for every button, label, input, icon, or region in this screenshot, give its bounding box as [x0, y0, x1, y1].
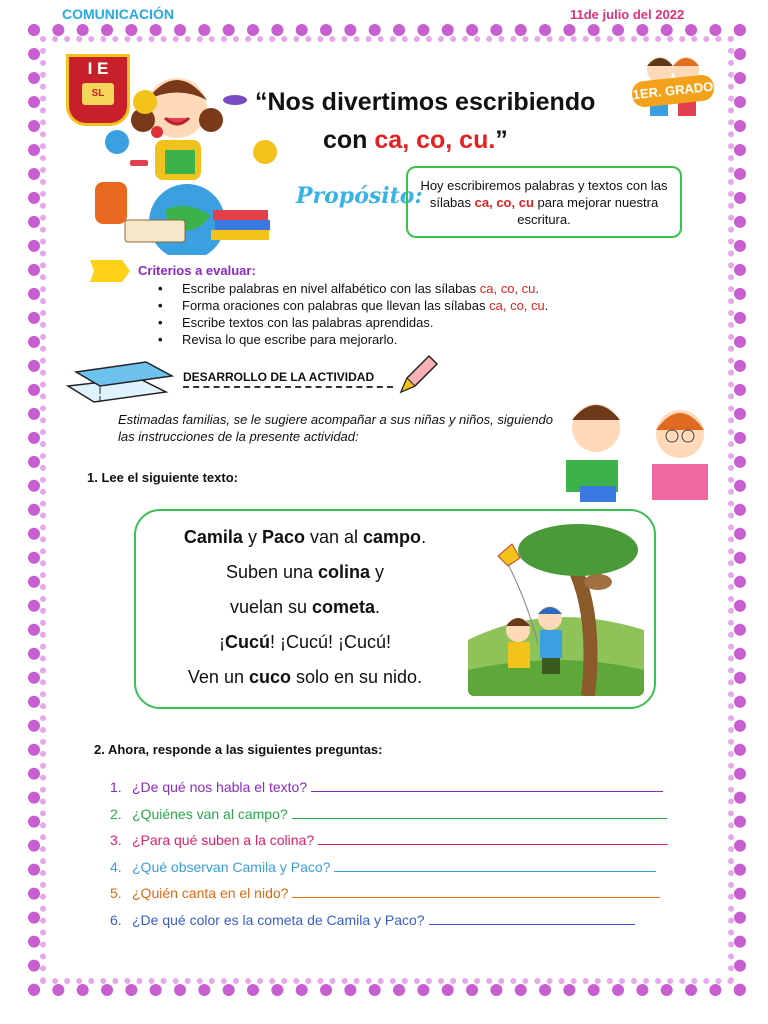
- title-suffix: ”: [495, 126, 508, 154]
- answer-line[interactable]: [292, 818, 667, 819]
- proposito-text-b: para mejorar nuestra escritura.: [517, 195, 659, 227]
- proposito-syllables: ca, co, cu: [474, 195, 534, 210]
- answer-line[interactable]: [318, 844, 668, 845]
- page-title-line1: “Nos divertimos escribiendo: [255, 88, 596, 116]
- story-line-3: vuelan su cometa.: [229, 597, 381, 617]
- section-2-heading: 2. Ahora, responde a las siguientes preguntas:: [94, 742, 383, 757]
- title-prefix: con: [323, 126, 375, 154]
- date-header: 11de julio del 2022: [570, 7, 685, 22]
- story-line-1: Camila y Paco van al campo.: [183, 527, 427, 547]
- questions-list: [110, 774, 668, 934]
- criterio-item: • Forma oraciones con palabras que llevan las sílabas ca, co, cu.: [158, 297, 548, 314]
- story-line-5: Ven un cuco solo en su nido.: [187, 667, 423, 687]
- title-syllables: ca, co, cu.: [374, 126, 496, 154]
- grade-badge: 1ER. GRADO: [631, 74, 715, 108]
- question-item: 5. ¿Quién canta en el nido?: [110, 880, 668, 907]
- desarrollo-heading: DESARROLLO DE LA ACTIVIDAD: [183, 370, 375, 384]
- question-item: 2. ¿Quiénes van al campo?: [110, 801, 668, 828]
- pencil-icon: [393, 354, 439, 400]
- criterios-arrow-icon: [90, 260, 130, 282]
- subject-header: COMUNICACIÓN: [62, 6, 174, 22]
- proposito-box: [406, 166, 682, 238]
- section-1-heading: 1. Lee el siguiente texto:: [87, 470, 238, 485]
- criterios-list: [158, 280, 548, 348]
- criterio-item: • Escribe textos con las palabras aprendidas.: [158, 314, 548, 331]
- story-line-4: ¡Cucú! ¡Cucú! ¡Cucú!: [218, 632, 392, 652]
- proposito-text-a: Hoy escribiremos palabras y textos con las sílabas: [420, 178, 668, 210]
- story-illustration: [468, 520, 644, 696]
- story-line-2: Suben una colina y: [225, 562, 385, 582]
- question-item: 1. ¿De qué nos habla el texto?: [110, 774, 668, 801]
- families-note: Estimadas familias, se le sugiere acompañar a sus niñas y niños, siguiendo las instrucciones de la presente actividad:: [118, 412, 554, 444]
- proposito-label: Propósito:: [296, 183, 423, 209]
- criterio-item: • Revisa lo que escribe para mejorarlo.: [158, 331, 548, 348]
- story-text: [140, 520, 470, 695]
- question-item: 4. ¿Qué observan Camila y Paco?: [110, 854, 668, 881]
- answer-line[interactable]: [311, 791, 663, 792]
- question-item: 3. ¿Para qué suben a la colina?: [110, 827, 668, 854]
- criterios-title: Criterios a evaluar:: [138, 263, 256, 278]
- criterio-item: • Escribe palabras en nivel alfabético con las sílabas ca, co, cu.: [158, 280, 548, 297]
- question-item: 6. ¿De qué color es la cometa de Camila y Paco?: [110, 907, 668, 934]
- school-logo-badge: SL: [82, 83, 114, 105]
- desarrollo-dashed-line: [183, 386, 393, 388]
- answer-line[interactable]: [334, 871, 656, 872]
- reading-kids-illustration: [560, 400, 720, 510]
- page-title-line2: [323, 126, 508, 155]
- answer-line[interactable]: [429, 924, 635, 925]
- books-stack-icon: [62, 358, 180, 408]
- answer-line[interactable]: [292, 897, 660, 898]
- school-logo-text: I E: [87, 59, 109, 78]
